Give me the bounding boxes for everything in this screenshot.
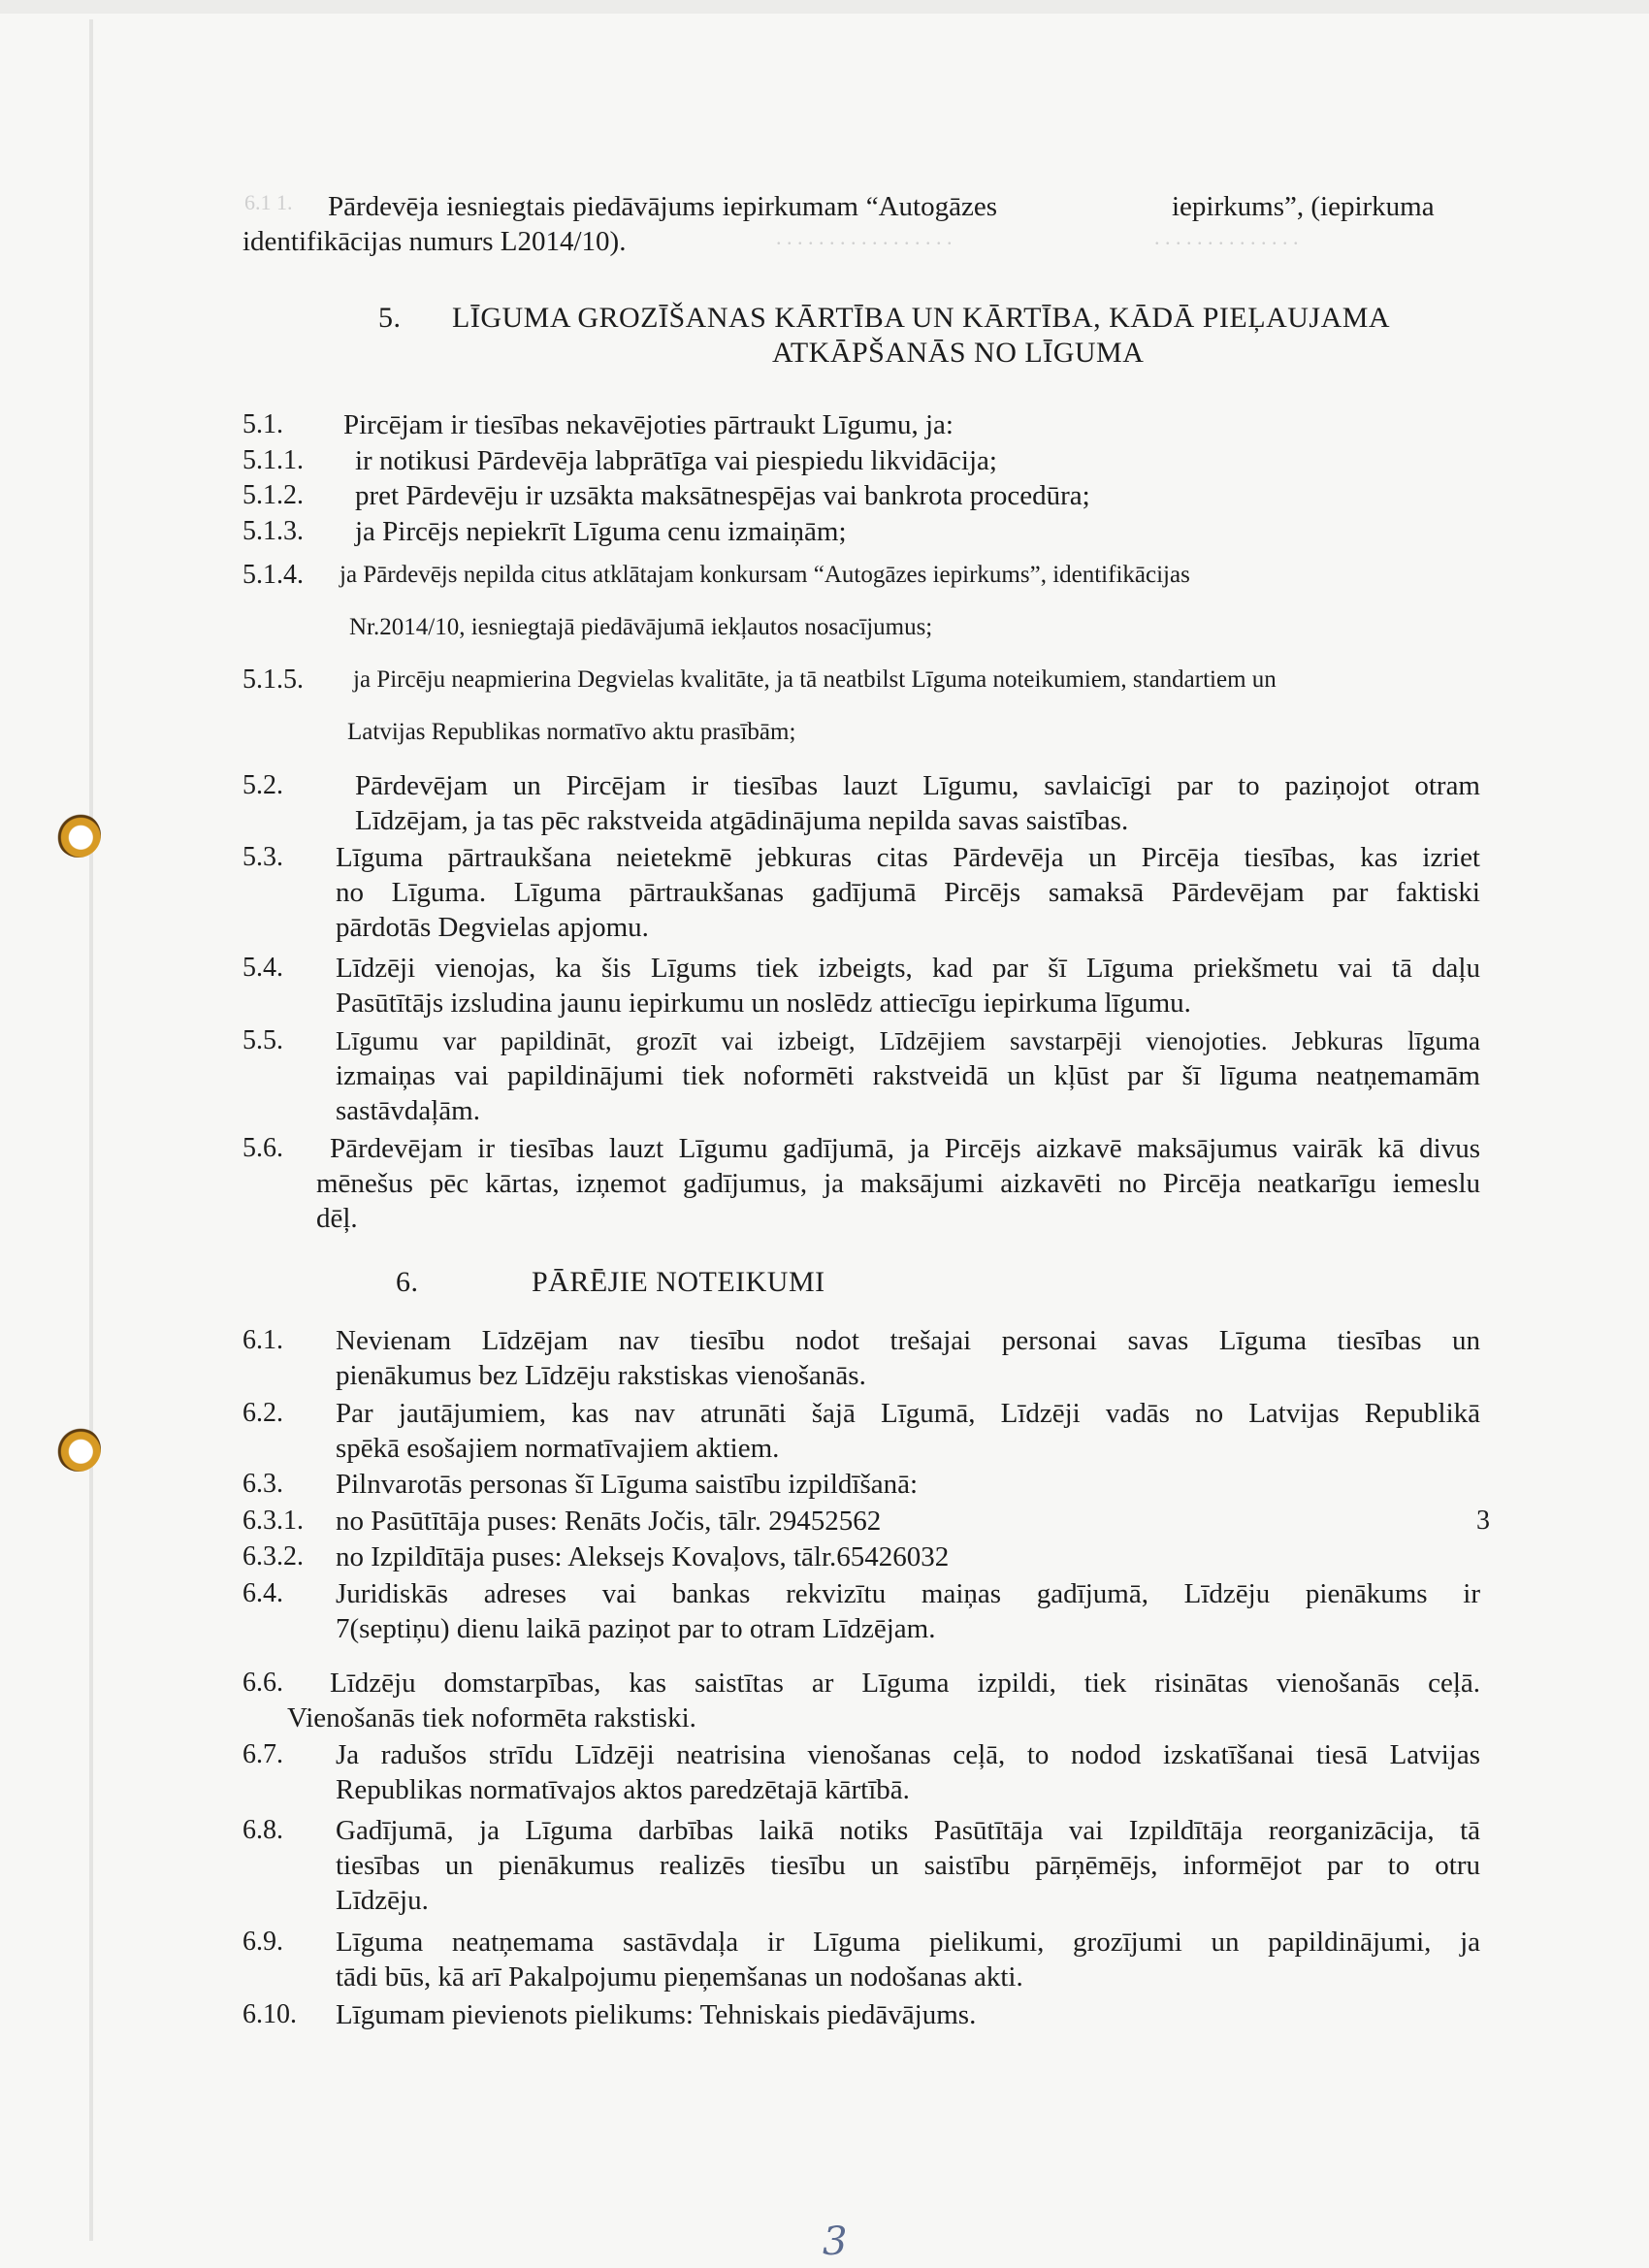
clause-text: ir notikusi Pārdevēja labprātīga vai piespiedu likvidācija; <box>355 445 997 476</box>
section-5-number: 5. <box>378 302 402 334</box>
clause-text: ja Pircējs nepiekrīt Līguma cenu izmaiņām; <box>355 516 847 547</box>
clause-number: 6.3.2. <box>242 1541 304 1571</box>
clause-text: Līgumam pievienots pielikums: Tehniskais piedāvājums. <box>336 1999 977 2030</box>
clause-number: 5.1.1. <box>242 445 304 475</box>
scan-left-edge <box>89 19 93 2241</box>
clause-text: Vienošanās tiek noformēta rakstiski. <box>287 1702 696 1733</box>
handwritten-page-mark: 3 <box>823 2219 848 2264</box>
clause-number: 5.1.2. <box>242 480 304 510</box>
clause-text: Ja radušos strīdu Līdzēji neatrisina vienošanas ceļā, to nodod izskatīšanai tiesā Latvijas <box>336 1739 1480 1770</box>
clause-number: 5.2. <box>242 770 283 800</box>
clause-text: Republikas normatīvajos aktos paredzētajā kārtībā. <box>336 1774 910 1805</box>
clause-text: Līdzēju. <box>336 1885 429 1916</box>
clause-number: 6.3. <box>242 1469 283 1499</box>
clause-number: 6.8. <box>242 1815 283 1845</box>
clause-text: Pilnvarotās personas šī Līguma saistību izpildīšanā: <box>336 1469 919 1500</box>
clause-text: Gadījumā, ja Līguma darbības laikā notiks Pasūtītāja vai Izpildītāja reorganizācija, tā <box>336 1815 1480 1846</box>
bleed-through-text: . . . . . . . . . . . . . . <box>1154 225 1299 249</box>
clause-text: Latvijas Republikas normatīvo aktu prasībām; <box>347 719 796 745</box>
clause-text: Līguma neatņemama sastāvdaļa ir Līguma pielikumi, grozījumi un papildinājumi, ja <box>336 1927 1480 1958</box>
clause-text: tādi būs, kā arī Pakalpojumu pieņemšanas un nodošanas akti. <box>336 1961 1023 1993</box>
clause-text: no Līguma. Līguma pārtraukšanas gadījumā Pircējs samaksā Pārdevējam par faktiski <box>336 877 1480 908</box>
clause-text: Pārdevējam ir tiesības lauzt Līgumu gadījumā, ja Pircējs aizkavē maksājumus vairāk kā divus <box>330 1133 1480 1164</box>
clause-text: Pārdevējam un Pircējam ir tiesības lauzt Līgumu, savlaicīgi par to paziņojot otram <box>355 770 1480 801</box>
clause-number: 6.3.1. <box>242 1506 304 1536</box>
page-number: 3 <box>1476 1506 1490 1536</box>
section-6-title: PĀRĒJIE NOTEIKUMI <box>532 1266 825 1298</box>
clause-number: 5.1.5. <box>242 664 304 695</box>
clause-text: Juridiskās adreses vai bankas rekvizītu maiņas gadījumā, Līdzēju pienākums ir <box>336 1578 1480 1609</box>
clause-text: pienākumus bez Līdzēju rakstiskas vienošanās. <box>336 1360 866 1391</box>
clause-text: Līdzēju domstarpības, kas saistītas ar Līguma izpildi, tiek risinātas vienošanās ceļā. <box>330 1668 1480 1699</box>
clause-text: Pasūtītājs izsludina jaunu iepirkumu un noslēdz attiecīgu iepirkuma līgumu. <box>336 988 1191 1019</box>
section-5-title-line-2: ATKĀPŠANĀS NO LĪGUMA <box>772 337 1145 369</box>
section-5-title-line-1: LĪGUMA GROZĪŠANAS KĀRTĪBA UN KĀRTĪBA, KĀDĀ PIEĻAUJAMA <box>452 302 1391 334</box>
clause-text: Nr.2014/10, iesniegtajā piedāvājumā iekļautos nosacījumus; <box>349 614 933 640</box>
clause-text: no Izpildītāja puses: Aleksejs Kovaļovs, tālr.65426032 <box>336 1541 950 1572</box>
clause-number: 6.7. <box>242 1739 283 1769</box>
clause-number: 5.1.3. <box>242 516 304 546</box>
punch-hole-icon <box>56 813 101 858</box>
clause-text: Nevienam Līdzējam nav tiesību nodot trešajai personai savas Līguma tiesības un <box>336 1325 1480 1356</box>
intro-line-1: Pārdevēja iesniegtais piedāvājums iepirkumam “Autogāzes <box>328 191 997 222</box>
clause-number: 5.1.4. <box>242 560 304 590</box>
clause-text: Par jautājumiem, kas nav atrunāti šajā Līgumā, Līdzēji vadās no Latvijas Republikā <box>336 1398 1480 1429</box>
clause-number: 5.3. <box>242 842 283 872</box>
clause-number: 6.9. <box>242 1927 283 1957</box>
bleed-through-text: 6.1 1. <box>244 190 293 214</box>
clause-number: 6.1. <box>242 1325 283 1355</box>
clause-text: mēnešus pēc kārtas, izņemot gadījumus, ja maksājumi aizkavēti no Pircēja neatkarīgu iemeslu <box>316 1168 1480 1199</box>
clause-text: pret Pārdevēju ir uzsākta maksātnespējas vai bankrota procedūra; <box>355 480 1090 511</box>
clause-text: pārdotās Degvielas apjomu. <box>336 912 649 943</box>
clause-text: Līdzēji vienojas, ka šis Līgums tiek izbeigts, kad par šī Līguma priekšmetu vai tā daļu <box>336 953 1480 984</box>
clause-text: sastāvdaļām. <box>336 1095 480 1126</box>
clause-text: ja Pircēju neapmierina Degvielas kvalitāte, ja tā neatbilst Līguma noteikumiem, standartiem un <box>353 666 1277 693</box>
clause-text: 7(septiņu) dienu laikā paziņot par to otram Līdzējam. <box>336 1613 936 1644</box>
clause-number: 5.4. <box>242 953 283 983</box>
section-6-number: 6. <box>396 1266 419 1298</box>
clause-text: dēļ. <box>316 1203 358 1234</box>
clause-number: 6.2. <box>242 1398 283 1428</box>
clause-text: Pircējam ir tiesības nekavējoties pārtraukt Līgumu, ja: <box>343 409 954 440</box>
clause-number: 6.10. <box>242 1999 297 2029</box>
clause-text: Līgumu var papildināt, grozīt vai izbeigt, Līdzējiem savstarpēji vienojoties. Jebkuras līguma <box>336 1026 1480 1055</box>
clause-text: tiesības un pienākumus realizēs tiesību un saistību pārņēmējs, informējot par to otru <box>336 1850 1480 1881</box>
clause-number: 6.6. <box>242 1668 283 1698</box>
clause-text: izmaiņas vai papildinājumi tiek noformēti rakstveidā un kļūst par šī līguma neatņemamām <box>336 1060 1480 1091</box>
clause-number: 6.4. <box>242 1578 283 1608</box>
clause-text: no Pasūtītāja puses: Renāts Jočis, tālr. 29452562 <box>336 1506 882 1537</box>
clause-text: Līguma pārtraukšana neietekmē jebkuras citas Pārdevēja un Pircēja tiesības, kas izriet <box>336 842 1480 873</box>
clause-text: spēkā esošajiem normatīvajiem aktiem. <box>336 1433 780 1464</box>
clause-text: ja Pārdevējs nepilda citus atklātajam konkursam “Autogāzes iepirkums”, identifikācijas <box>340 562 1190 588</box>
punch-hole-icon <box>56 1427 101 1472</box>
clause-number: 5.5. <box>242 1025 283 1055</box>
intro-line-1b: iepirkums”, (iepirkuma <box>1172 191 1435 222</box>
intro-line-2: identifikācijas numurs L2014/10). <box>242 226 627 257</box>
bleed-through-text: . . . . . . . . . . . . . . . . . <box>776 225 953 249</box>
clause-number: 5.1. <box>242 409 283 439</box>
clause-number: 5.6. <box>242 1133 283 1163</box>
scan-top-edge <box>0 0 1649 14</box>
clause-text: Līdzējam, ja tas pēc rakstveida atgādinājuma nepilda savas saistības. <box>355 805 1129 836</box>
